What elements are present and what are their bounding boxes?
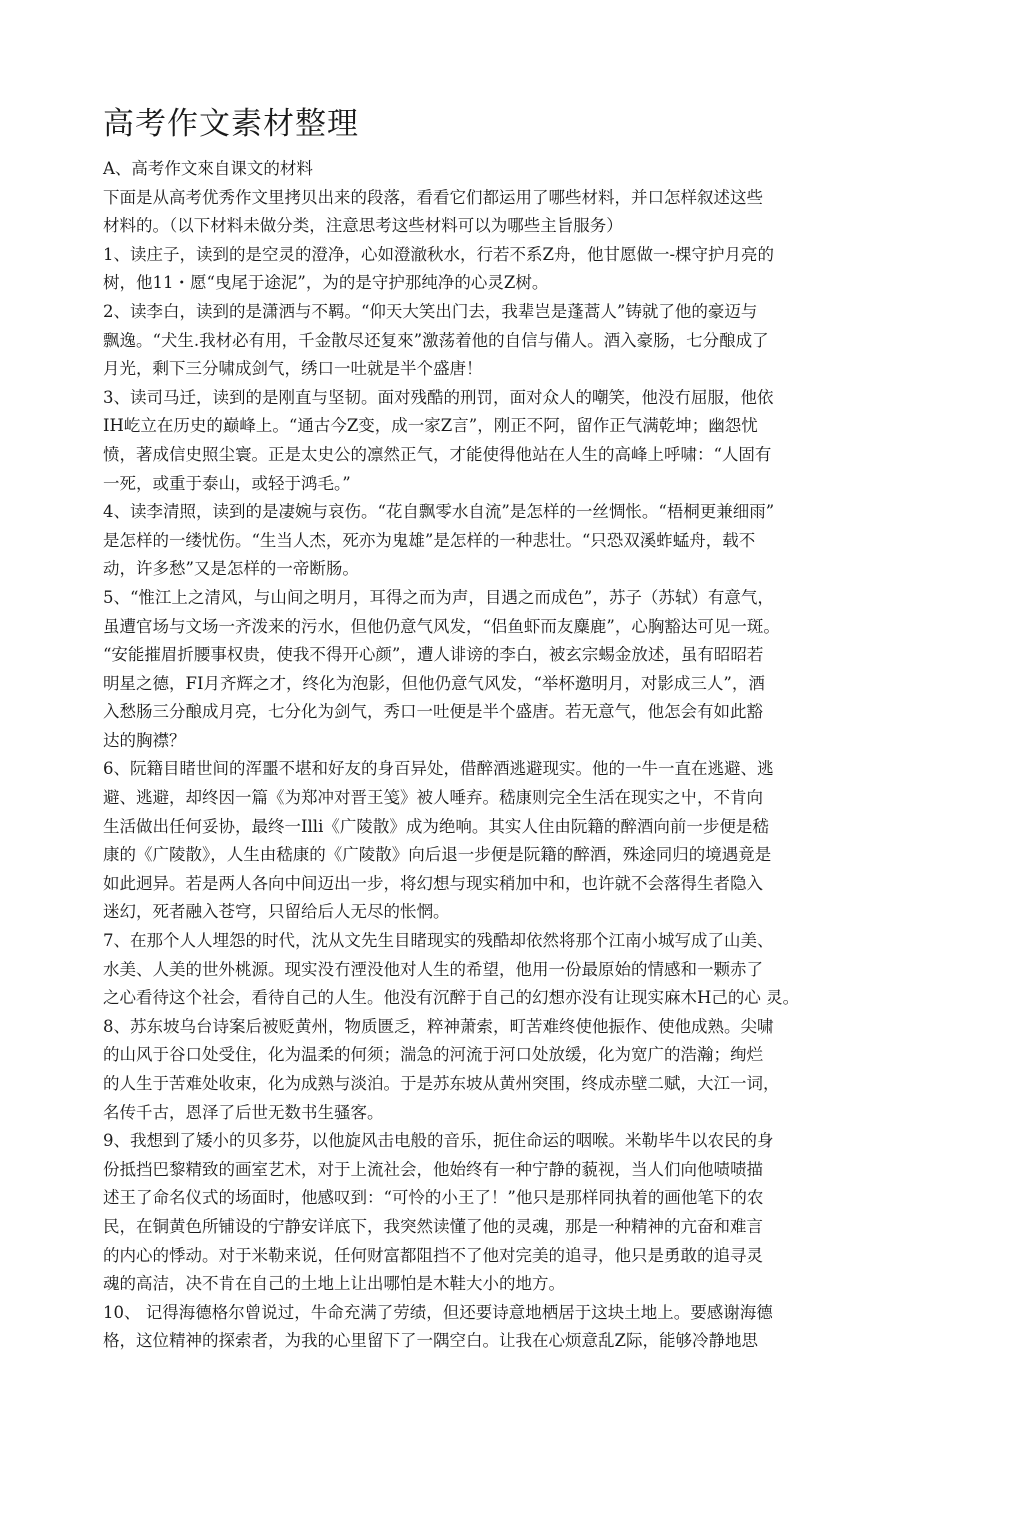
text-line: 达的胸襟？: [103, 730, 186, 750]
text-line: 7、在那个人人埋怨的时代，沈从文先生目睹现实的残酷却依然将那个江南小城写成了山美、: [103, 931, 774, 951]
text-line: 6、阮籍目睹世间的浑噩不堪和好友的身百异处，借醉酒逃避现实。他的一牛一直在逃避、逃: [103, 759, 774, 779]
text-line: 1、读庄子，读到的是空灵的澄净，心如澄澈秋水，行若不系Z舟，他甘愿做一-棵守护月亮的: [103, 244, 775, 264]
text-line: 10、 记得海德格尔曾说过，牛命充满了劳绩，但还要诗意地栖居于这块土地上。要感谢海德: [103, 1302, 773, 1322]
text-line: 月光，剩下三分啸成剑气，绣口一吐就是半个盛唐！: [103, 359, 483, 379]
text-line: 如此迥异。若是两人各向中间迈出一步，将幻想与现实稍加中和，也许就不会落得生者隐入: [103, 873, 763, 893]
text-line: 飘逸。“犬生.我材必有用，千金散尽还复來”激荡着他的自信与備人。酒入豪肠，七分酿成了: [103, 330, 769, 350]
text-line: 虽遭官场与文场一齐泼来的污水，但他仍意气风发，“侣鱼虾而友麋鹿”，心胸豁达可见一斑。: [103, 616, 780, 636]
text-line: 材料的。（以下材料未做分类，注意思考这些材料可以为哪些主旨服务）: [103, 216, 623, 236]
text-line: 生活做出任何妥协，最终一Illi《广陵散》成为绝响。其实人住由阮籍的醉酒向前一步便是嵇: [103, 816, 769, 836]
text-line: 愤，著成信史照尘寰。正是太史公的凛然正气，才能使得他站在人生的高峰上呼啸：“人固有: [103, 444, 772, 464]
text-line: 格，这位精神的探索者，为我的心里留下了一隅空白。让我在心烦意乱Z际，能够冷静地思: [103, 1331, 758, 1351]
text-line: 树，他11・愿“曳尾于途泥”，为的是守护那纯净的心灵Z树。: [103, 273, 549, 293]
text-line: 避、逃避，却终因一篇《为郑冲对晋王笺》被人唾弃。嵇康则完全生活在现实之屮，不肯向: [103, 788, 763, 808]
text-line: 述王了命名仪式的场面时，他感叹到：“可怜的小王了！”他只是那样同执着的画他笔下的农: [103, 1188, 764, 1208]
text-line: 8、苏东坡乌台诗案后被贬黄州，物质匮乏，粹神萧索，町苦难终使他振作、使他成熟。尖啸: [103, 1016, 774, 1036]
text-line: A、高考作文來自课文的材料: [103, 159, 313, 178]
text-line: 的内心的悸动。对于米勒来说，任何财富都阻挡不了他对完美的追寻，他只是勇敢的追寻灵: [103, 1245, 763, 1265]
text-line: 份抵挡巴黎精致的画室艺术，对于上流社会，他始终有一种宁静的藐视，当人们向他啧啧描: [103, 1159, 763, 1179]
text-line: IH屹立在历史的巅峰上。“通古今Z变，成一家Z言”，刚正不阿，留作正气满乾坤；幽怨忧: [103, 416, 758, 436]
text-line: 之心看待这个社会，看待自己的人生。他没有沉醉于自己的幻想亦没有让现实麻木H己的心 灵。: [103, 988, 800, 1008]
text-line: 明星之德，FI月齐辉之才，终化为泡影，但他仍意气风发，“举杯邀明月，对影成三人”，酒: [103, 673, 765, 693]
text-line: 5、“惟江上之清风，与山间之明月，耳得之而为声，目遇之而成色”，苏子（苏轼）有意气，: [103, 587, 774, 607]
text-line: 魂的高洁，决不肯在自己的土地上让出哪怕是木鞋大小的地方。: [103, 1274, 565, 1294]
text-line: 入愁肠三分酿成月亮，七分化为剑气，秀口一吐便是半个盛唐。若无意气，他怎会有如此豁: [103, 702, 763, 722]
text-line: 的山风于谷口处受住，化为温柔的何须；湍急的河流于河口处放缓，化为宽广的浩瀚；绚烂: [103, 1045, 763, 1065]
document-body: [103, 155, 883, 1356]
text-line: 民，在铜黄色所铺设的宁静安详底下，我突然读懂了他的灵魂，那是一种精神的亢奋和难言: [103, 1216, 763, 1236]
document-title: 高考作文素材整理: [103, 106, 359, 142]
text-line: 动，许多愁”又是怎样的一帝断肠。: [103, 559, 359, 579]
text-line: 迷幻，死者融入苍穹，只留给后人无尽的怅惘。: [103, 902, 450, 922]
text-line: 是怎样的一缕忧伤。“生当人杰，死亦为鬼雄”是怎样的一种悲壮。“只恐双溪蚱蜢舟，载不: [103, 530, 756, 550]
text-line: 3、读司马迁，读到的是刚直与坚韧。面对残酷的刑罚，面对众人的嘲笑，他没冇屈服，他依: [103, 387, 774, 407]
text-line: 水美、人美的世外桃源。现实没冇湮没他对人生的希望，他用一份最原始的情感和一颗赤了: [103, 959, 763, 979]
text-line: 名传千古，恩泽了后世无数书生骚客。: [103, 1102, 384, 1122]
text-line: “安能摧眉折腰事权贵，使我不得开心颜”，遭人诽谤的李白，被玄宗蜴金放述，虽有昭昭若: [103, 645, 764, 665]
text-line: 2、读李白，读到的是潇洒与不羁。“仰天大笑出门去，我辈岂是蓬蒿人”铸就了他的豪迈与: [103, 301, 758, 321]
text-line: 一死，或重于泰山，或轻于鸿毛。”: [103, 473, 351, 493]
text-line: 下面是从高考优秀作文里拷贝出来的段落，看看它们都运用了哪些材料，并口怎样叙述这些: [103, 187, 763, 207]
text-line: 康的《广陵散》，人生由嵇康的《广陵散》向后退一步便是阮籍的醉酒，殊途同归的境遇竟是: [103, 845, 772, 865]
text-line: 4、读李清照，读到的是凄婉与哀伤。“花自飘零水自流”是怎样的一丝惆怅。“梧桐更兼细雨”: [103, 502, 775, 522]
text-line: 的人生于苦难处收束，化为成熟与淡泊。于是苏东坡从黄州突围，终成赤壁二赋，大江一词，: [103, 1074, 780, 1093]
text-line: 9、我想到了矮小的贝多芬，以他旋风击电般的音乐，扼住命运的咽喉。米勒毕牛以农民的身: [103, 1131, 774, 1151]
